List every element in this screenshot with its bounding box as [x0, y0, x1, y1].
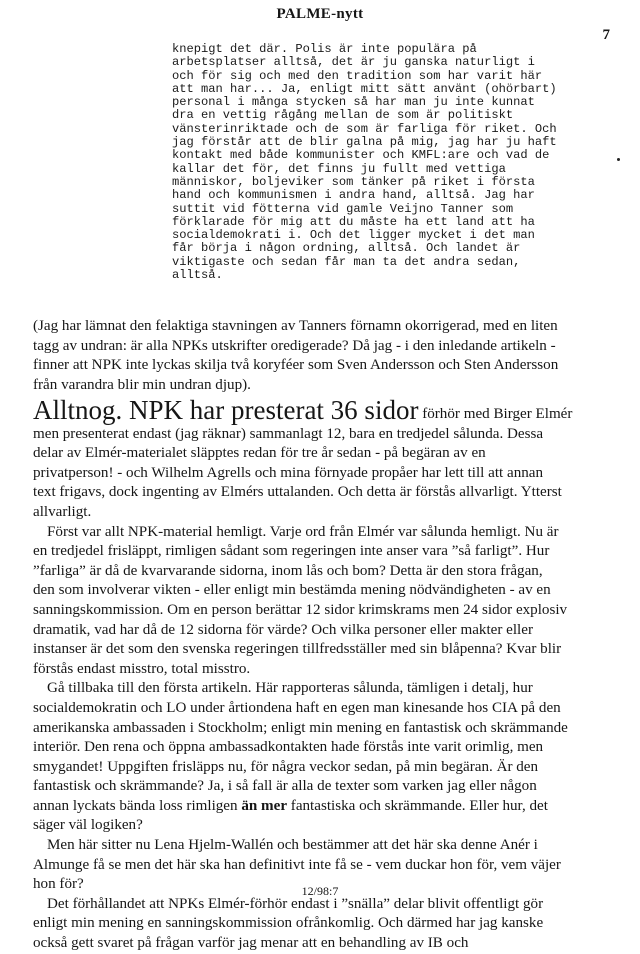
- article-line-text: dramatik, vad har då de 12 sidorna för värde? Och vilka personer eller makter eller: [33, 621, 533, 638]
- article-line: [33, 914, 623, 934]
- article-line: [33, 542, 623, 562]
- article-line-text: men presenterat endast (jag räknar) sammanlagt 12, bara en tredjedel sålunda. Dessa: [33, 425, 544, 442]
- publication-title: PALME-nytt: [276, 6, 364, 22]
- article-line-text: hon för?: [33, 876, 84, 893]
- article-text: [33, 425, 623, 954]
- emphasis: än mer: [241, 797, 288, 814]
- print-speck: [617, 158, 620, 161]
- article-line-text: sanningskommission. Om en person berättar 12 sidor krimskrams men 24 sidor explosiv: [33, 601, 568, 618]
- page-number: 7: [602, 27, 610, 43]
- editorial-note: [33, 317, 623, 395]
- note-line: från varandra blir min undran djup).: [33, 376, 251, 393]
- article-line-text: amerikanska ambassaden i Stockholm; enligt min mening en fantastisk och skrämmande: [33, 719, 568, 736]
- article-line: [33, 856, 623, 876]
- article-line-text: fantastiska och skrämmande. Eller hur, det: [287, 797, 548, 814]
- note-line: (Jag har lämnat den felaktiga stavningen av Tanners förnamn okorrigerad, med en liten: [33, 318, 558, 334]
- article-line-text: privatperson! - och Wilhelm Agrells och mina förnyade propåer har lett till att annan: [33, 464, 544, 481]
- quote-line: att man har... Ja, enligt mitt sätt använt (ohörbart): [172, 81, 557, 96]
- article-line: [33, 483, 623, 503]
- article-line-text: Det förhållandet att NPKs Elmér-förhör endast i ”snälla” delar blivit offentligt gör: [47, 895, 544, 912]
- article-line: [33, 836, 623, 856]
- quote-line: får börja i någon ordning, alltså. Och landet är: [172, 241, 521, 256]
- quote-line: kallar det för, det finns ju fullt med vettiga: [172, 161, 506, 176]
- issue-footer: 12/98:7: [301, 884, 339, 898]
- headline-continuation: förhör med Birger Elmér: [418, 406, 573, 422]
- article-line-text: Först var allt NPK-material hemligt. Varje ord från Elmér var sålunda hemligt. Nu är: [47, 523, 559, 540]
- article-line-text: text frigavs, dock ingenting av Elmérs uttalanden. Och detta är förstås allvarligt. Ytterst: [33, 484, 562, 501]
- article-line-text: instanser är det som den svenska regeringen tillfredsställer med sin blåpenna? Kvar blir: [33, 641, 562, 658]
- quote-line: kontakt med både kommunister och KMFL:are och vad de: [172, 148, 550, 163]
- article-line-text: socialdemokratin och LO under årtiondena haft en egen man kinesande hos CIA på den: [33, 699, 561, 716]
- quote-line: vänsterinriktade och de som är farliga för riket. Och: [172, 121, 557, 136]
- article-line-text: interiör. Den rena och öppna ambassadkontakten hade förstås inte varit orimlig, men: [33, 739, 544, 756]
- article-line: [33, 719, 623, 739]
- article-line: [33, 699, 623, 719]
- article-line-text: också gett svaret på frågan varför jag menar att en behandling av IB och: [33, 935, 469, 952]
- quote-line: alltså.: [172, 268, 223, 283]
- article-line: [33, 816, 623, 836]
- article-line-text: den som involverar vikten - eller enligt min bestämda mening nödvändigheten - av en: [33, 582, 551, 599]
- article-line: [33, 601, 623, 621]
- note-line: finner att NPK inte lyckas skilja två koryféer som Sven Andersson och Sten Andersson: [33, 357, 559, 374]
- quote-line: dra en vettig rågång mellan de som är politiskt: [172, 108, 514, 123]
- quote-line: socialdemokrati i. Och det ligger mycket i det man: [172, 228, 535, 243]
- article-line: [33, 758, 623, 778]
- quote-line: hand och kommunismen i andra hand, alltså. Jag har: [172, 188, 535, 203]
- interview-quote: [172, 43, 612, 282]
- quote-line: suttit vid fötterna vid gamle Veijno Tanner som: [172, 201, 514, 216]
- article-line-text: säger väl logiken?: [33, 817, 143, 834]
- article-first-line: [33, 396, 623, 425]
- article-headline: Alltnog. NPK har presterat 36 sidor: [33, 395, 419, 425]
- article-line-text: en tredjedel frisläppt, rimligen sådant som regeringen inte anser vara ”så farligt”. Hur: [33, 543, 550, 560]
- article-line: [33, 523, 623, 543]
- note-line: tagg av undran: är alla NPKs utskrifter oredigerade? Då jag - i den inledande artikeln -: [33, 337, 556, 354]
- article-line-text: Men här sitter nu Lena Hjelm-Wallén och bestämmer att det här ska denne Anér i: [47, 837, 538, 854]
- quote-line: arbetsplatser alltså, det är ju ganska naturligt i: [172, 55, 535, 70]
- article-line: [33, 503, 623, 523]
- quote-line: förklarade för mig att du måste ha ett land att ha: [172, 214, 535, 229]
- article-line-text: förstås endast misstro, total misstro.: [33, 660, 251, 677]
- article-line: [33, 797, 623, 817]
- article-line: [33, 738, 623, 758]
- article-line: [33, 425, 623, 445]
- article-line-text: fantastisk och skrämmande? Ja, i så fall är alla de texter som varken jag eller någon: [33, 778, 537, 795]
- article-line: [33, 660, 623, 680]
- article-line: [33, 777, 623, 797]
- article-body: [33, 396, 623, 954]
- article-line-text: Almunge få se men det här ska han definitivt inte få se - vem duckar hon för, vem väjer: [33, 856, 561, 873]
- article-line-text: Gå tillbaka till den första artikeln. Här rapporteras sålunda, tämligen i detalj, hur: [47, 680, 533, 697]
- article-line-text: delar av Elmér-materialet släpptes redan för tre år sedan - på begäran av en: [33, 445, 486, 462]
- article-line-text: annan lyckats bända loss rimligen: [33, 797, 242, 814]
- article-line: [33, 621, 623, 641]
- quote-line: och för sig och med den tradition som har varit här: [172, 68, 543, 83]
- quote-line: jag förstår att de blir galna på mig, jag har ju haft: [172, 135, 557, 150]
- quote-line: knepigt det där. Polis är inte populära på: [172, 42, 477, 56]
- article-line: [33, 562, 623, 582]
- article-line: [33, 464, 623, 484]
- article-line: [33, 581, 623, 601]
- article-line: [33, 640, 623, 660]
- article-line-text: ”farliga” är då de kvarvarande sidorna, inom lås och bom? Detta är den stora frågan,: [33, 562, 543, 579]
- article-line: [33, 444, 623, 464]
- quote-line: människor, boljeviker som tänker på riket i första: [172, 174, 535, 189]
- article-line-text: smygandet! Uppgiften frisläpps nu, för några veckor sedan, på min begäran. Är den: [33, 758, 539, 775]
- quote-line: personal i många stycken så har man ju inte kunnat: [172, 95, 535, 110]
- article-line: [33, 679, 623, 699]
- quote-line: viktigaste och sedan får man ta det andra sedan,: [172, 254, 521, 269]
- article-line-text: allvarligt.: [33, 503, 92, 520]
- article-line: [33, 934, 623, 954]
- article-line-text: enligt min mening en sanningskommission ofrånkomlig. Och därmed har jag kanske: [33, 915, 544, 932]
